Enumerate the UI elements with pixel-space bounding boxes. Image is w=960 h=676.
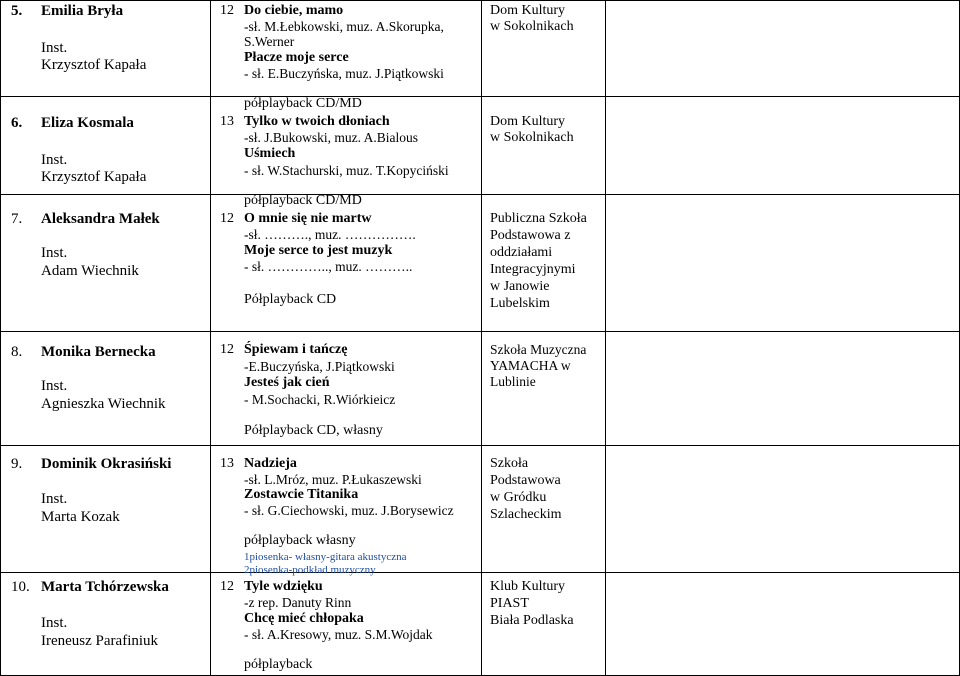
instructor-label: Inst. xyxy=(41,491,68,507)
accompaniment: Półplayback CD, własny xyxy=(244,423,383,438)
venue-line: w Gródku xyxy=(490,490,547,505)
song-credits: -sł. M.Łebkowski, muz. A.Skorupka, xyxy=(244,19,444,34)
instructor-label: Inst. xyxy=(41,245,68,261)
venue-line: Dom Kultury xyxy=(490,3,566,18)
song-title: Moje serce to jest muzyk xyxy=(244,243,393,258)
venue-line: w Janowie xyxy=(490,279,550,294)
age: 12 xyxy=(220,3,234,18)
column-divider xyxy=(605,0,606,676)
column-divider xyxy=(481,0,482,676)
venue-line: oddziałami xyxy=(490,245,553,260)
song-title: Do ciebie, mamo xyxy=(244,3,344,18)
song-title: Tyle wdzięku xyxy=(244,579,323,594)
entry-number: 9. xyxy=(11,456,23,472)
song-title: Nadzieja xyxy=(244,456,297,471)
instructor-name: Ireneusz Parafiniuk xyxy=(41,633,159,649)
venue-line: Klub Kultury xyxy=(490,579,566,594)
age: 13 xyxy=(220,114,234,129)
song-title: Tylko w twoich dłoniach xyxy=(244,114,390,129)
instructor-name: Krzysztof Kapała xyxy=(41,57,147,73)
performer-name: Aleksandra Małek xyxy=(41,211,160,227)
age: 12 xyxy=(220,211,234,226)
accompaniment: Półplayback CD xyxy=(244,292,337,307)
performer-name: Monika Bernecka xyxy=(41,344,156,360)
song-credits: -sł. J.Bukowski, muz. A.Bialous xyxy=(244,130,419,145)
song-credits: - sł. G.Ciechowski, muz. J.Borysewicz xyxy=(244,503,454,518)
performer-name: Emilia Bryła xyxy=(41,3,124,19)
performer-name: Marta Tchórzewska xyxy=(41,579,169,595)
venue-line: Integracyjnymi xyxy=(490,262,576,277)
venue-line: Podstawowa xyxy=(490,473,561,488)
song-credits: S.Werner xyxy=(244,34,295,49)
accompaniment: półplayback własny xyxy=(244,533,356,548)
age: 12 xyxy=(220,342,234,357)
row-divider xyxy=(0,445,960,446)
song-credits: -z rep. Danuty Rinn xyxy=(244,595,352,610)
instructor-label: Inst. xyxy=(41,152,68,168)
performer-name: Eliza Kosmala xyxy=(41,115,134,131)
venue-line: Szkoła Muzyczna xyxy=(490,342,587,357)
row-divider xyxy=(0,331,960,332)
song-title: Uśmiech xyxy=(244,146,296,161)
entry-number: 10. xyxy=(11,579,30,595)
venue-line: Lublinie xyxy=(490,374,536,389)
venue-line: Szkoła xyxy=(490,456,529,471)
entry-number: 5. xyxy=(11,3,23,19)
venue-line: w Sokolnikach xyxy=(490,19,574,34)
song-title: Chcę mieć chłopaka xyxy=(244,611,364,626)
age: 12 xyxy=(220,579,234,594)
venue-line: Szlacheckim xyxy=(490,507,562,522)
instructor-name: Marta Kozak xyxy=(41,509,120,525)
venue-line: Podstawowa z xyxy=(490,228,571,243)
row-divider xyxy=(0,0,960,1)
song-credits: -E.Buczyńska, J.Piątkowski xyxy=(244,359,395,374)
song-title: Płacze moje serce xyxy=(244,50,349,65)
song-credits: -sł. L.Mróz, muz. P.Łukaszewski xyxy=(244,472,422,487)
note-line: 1piosenka- własny-gitara akustyczna xyxy=(244,551,407,563)
song-credits: - sł. A.Kresowy, muz. S.M.Wojdak xyxy=(244,627,433,642)
row-divider xyxy=(0,194,960,195)
song-credits: - sł. ………….., muz. ……….. xyxy=(244,259,413,274)
entry-number: 8. xyxy=(11,344,23,360)
venue-line: PIAST xyxy=(490,596,529,611)
venue-line: Dom Kultury xyxy=(490,114,566,129)
song-title: Zostawcie Titanika xyxy=(244,487,359,502)
column-divider xyxy=(210,0,211,676)
song-credits: - M.Sochacki, R.Wiórkieicz xyxy=(244,392,396,407)
venue-line: w Sokolnikach xyxy=(490,130,574,145)
accompaniment: półplayback CD/MD xyxy=(244,193,362,208)
venue-line: Publiczna Szkoła xyxy=(490,211,587,226)
row-divider xyxy=(0,572,960,573)
song-credits: - sł. E.Buczyńska, muz. J.Piątkowski xyxy=(244,66,444,81)
instructor-name: Agnieszka Wiechnik xyxy=(41,396,166,412)
entry-number: 7. xyxy=(11,211,23,227)
accompaniment: półplayback CD/MD xyxy=(244,96,362,111)
song-title: Jesteś jak cień xyxy=(244,375,330,390)
song-credits: - sł. W.Stachurski, muz. T.Kopyciński xyxy=(244,163,449,178)
note-line: 2piosenka-podkład muzyczny xyxy=(244,564,376,576)
performer-name: Dominik Okrasiński xyxy=(41,456,172,472)
venue-line: YAMACHA w xyxy=(490,358,571,373)
entry-number: 6. xyxy=(11,115,23,131)
instructor-label: Inst. xyxy=(41,615,68,631)
song-credits: -sł. ………., muz. ……………. xyxy=(244,227,416,242)
instructor-label: Inst. xyxy=(41,40,68,56)
instructor-label: Inst. xyxy=(41,378,68,394)
venue-line: Biała Podlaska xyxy=(490,613,574,628)
row-divider xyxy=(0,96,960,97)
instructor-name: Adam Wiechnik xyxy=(41,263,139,279)
accompaniment: półplayback xyxy=(244,657,313,672)
instructor-name: Krzysztof Kapała xyxy=(41,169,147,185)
venue-line: Lubelskim xyxy=(490,296,550,311)
song-title: Śpiewam i tańczę xyxy=(244,342,348,357)
song-title: O mnie się nie martw xyxy=(244,211,372,226)
column-divider xyxy=(0,0,1,676)
age: 13 xyxy=(220,456,234,471)
